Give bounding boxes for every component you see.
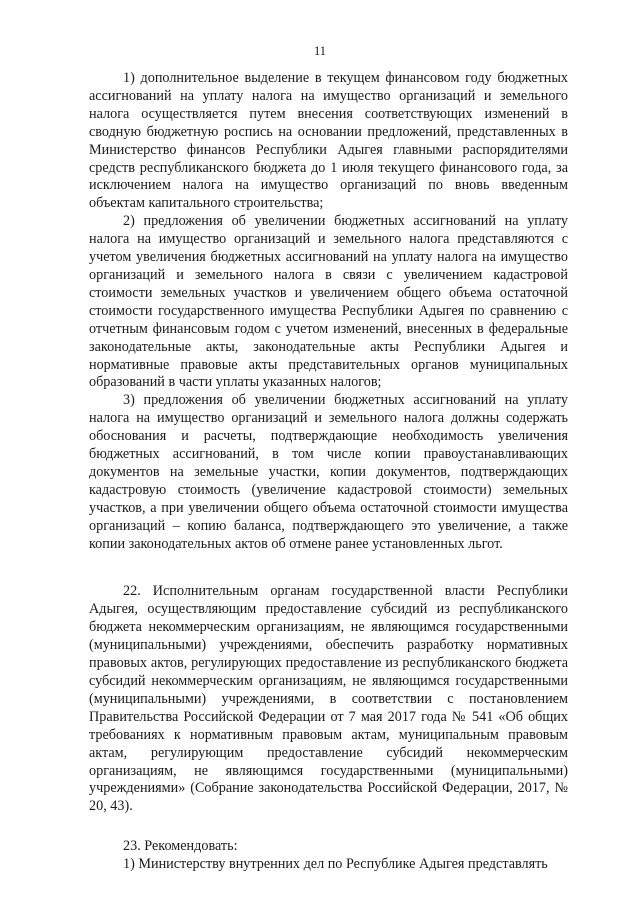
section-spacer: [89, 553, 568, 583]
page-number: 11: [313, 44, 327, 58]
section-spacer: [89, 816, 568, 838]
paragraph-section-23-item-1: 1) Министерству внутренних дел по Республике Адыгея представлять: [123, 856, 548, 873]
document-body: [89, 70, 568, 874]
paragraph-section-23: 23. Рекомендовать:: [123, 838, 238, 855]
paragraph-item-1: 1) дополнительное выделение в текущем финансовом году бюджетных ассигнований на уплату налога на имущество организаций и земельного налога осуществляется путем внесения соответствующих изменений в сводную бюджетную роспись на основании предложений, представленных в Министерство финансов Республики Адыгея главными распорядителями средств республиканского бюджета до 1 июля текущего финансового года, за исключением налога на имущество организаций по вновь введенным объектам капитального строительства;: [89, 70, 568, 212]
paragraph-item-2: 2) предложения об увеличении бюджетных ассигнований на уплату налога на имущество организаций и земельного налога представляются с учетом увеличения бюджетных ассигнований на уплату налога на имущество организаций и земельного налога в связи с увеличением кадастровой стоимости земельных участков и увеличением общего объема остаточной стоимости государственного имущества Республики Адыгея по сравнению с отчетным финансовым годом с учетом изменений, внесенных в федеральные законодательные акты, законодательные акты Республики Адыгея и нормативные правовые акты представительных органов муниципальных образований в части уплаты указанных налогов;: [89, 213, 568, 391]
paragraph-section-22: 22. Исполнительным органам государственной власти Республики Адыгея, осуществляющим предоставление субсидий из республиканского бюджета некоммерческим организациям, не являющимся государственными (муниципальными) учреждениями, обеспечить разработку нормативных правовых актов, регулирующих предоставление из республиканского бюджета субсидий некоммерческим организациям, не являющимся государственными (муниципальными) учреждениями, в соответствии с постановлением Правительства Российской Федерации от 7 мая 2017 года № 541 «Об общих требованиях к нормативным правовым актам, муниципальным правовым актам, регулирующим предоставление субсидий некоммерческим организациям, не являющимся государственными (муниципальными) учреждениями» (Собрание законодательства Российской Федерации, 2017, № 20, 43).: [89, 583, 568, 815]
paragraph-item-3: 3) предложения об увеличении бюджетных ассигнований на уплату налога на имущество организаций и земельного налога должны содержать обоснования и расчеты, подтверждающие необходимость увеличения бюджетных ассигнований, в том числе копии правоустанавливающих документов на земельные участки, копии документов, подтверждающих кадастровую стоимость (увеличение кадастровой стоимости) земельных участков, а при увеличении общего объема остаточной стоимости имущества организаций – копию баланса, подтверждающего это увеличение, а также копии законодательных актов об отмене ранее установленных льгот.: [89, 392, 568, 552]
